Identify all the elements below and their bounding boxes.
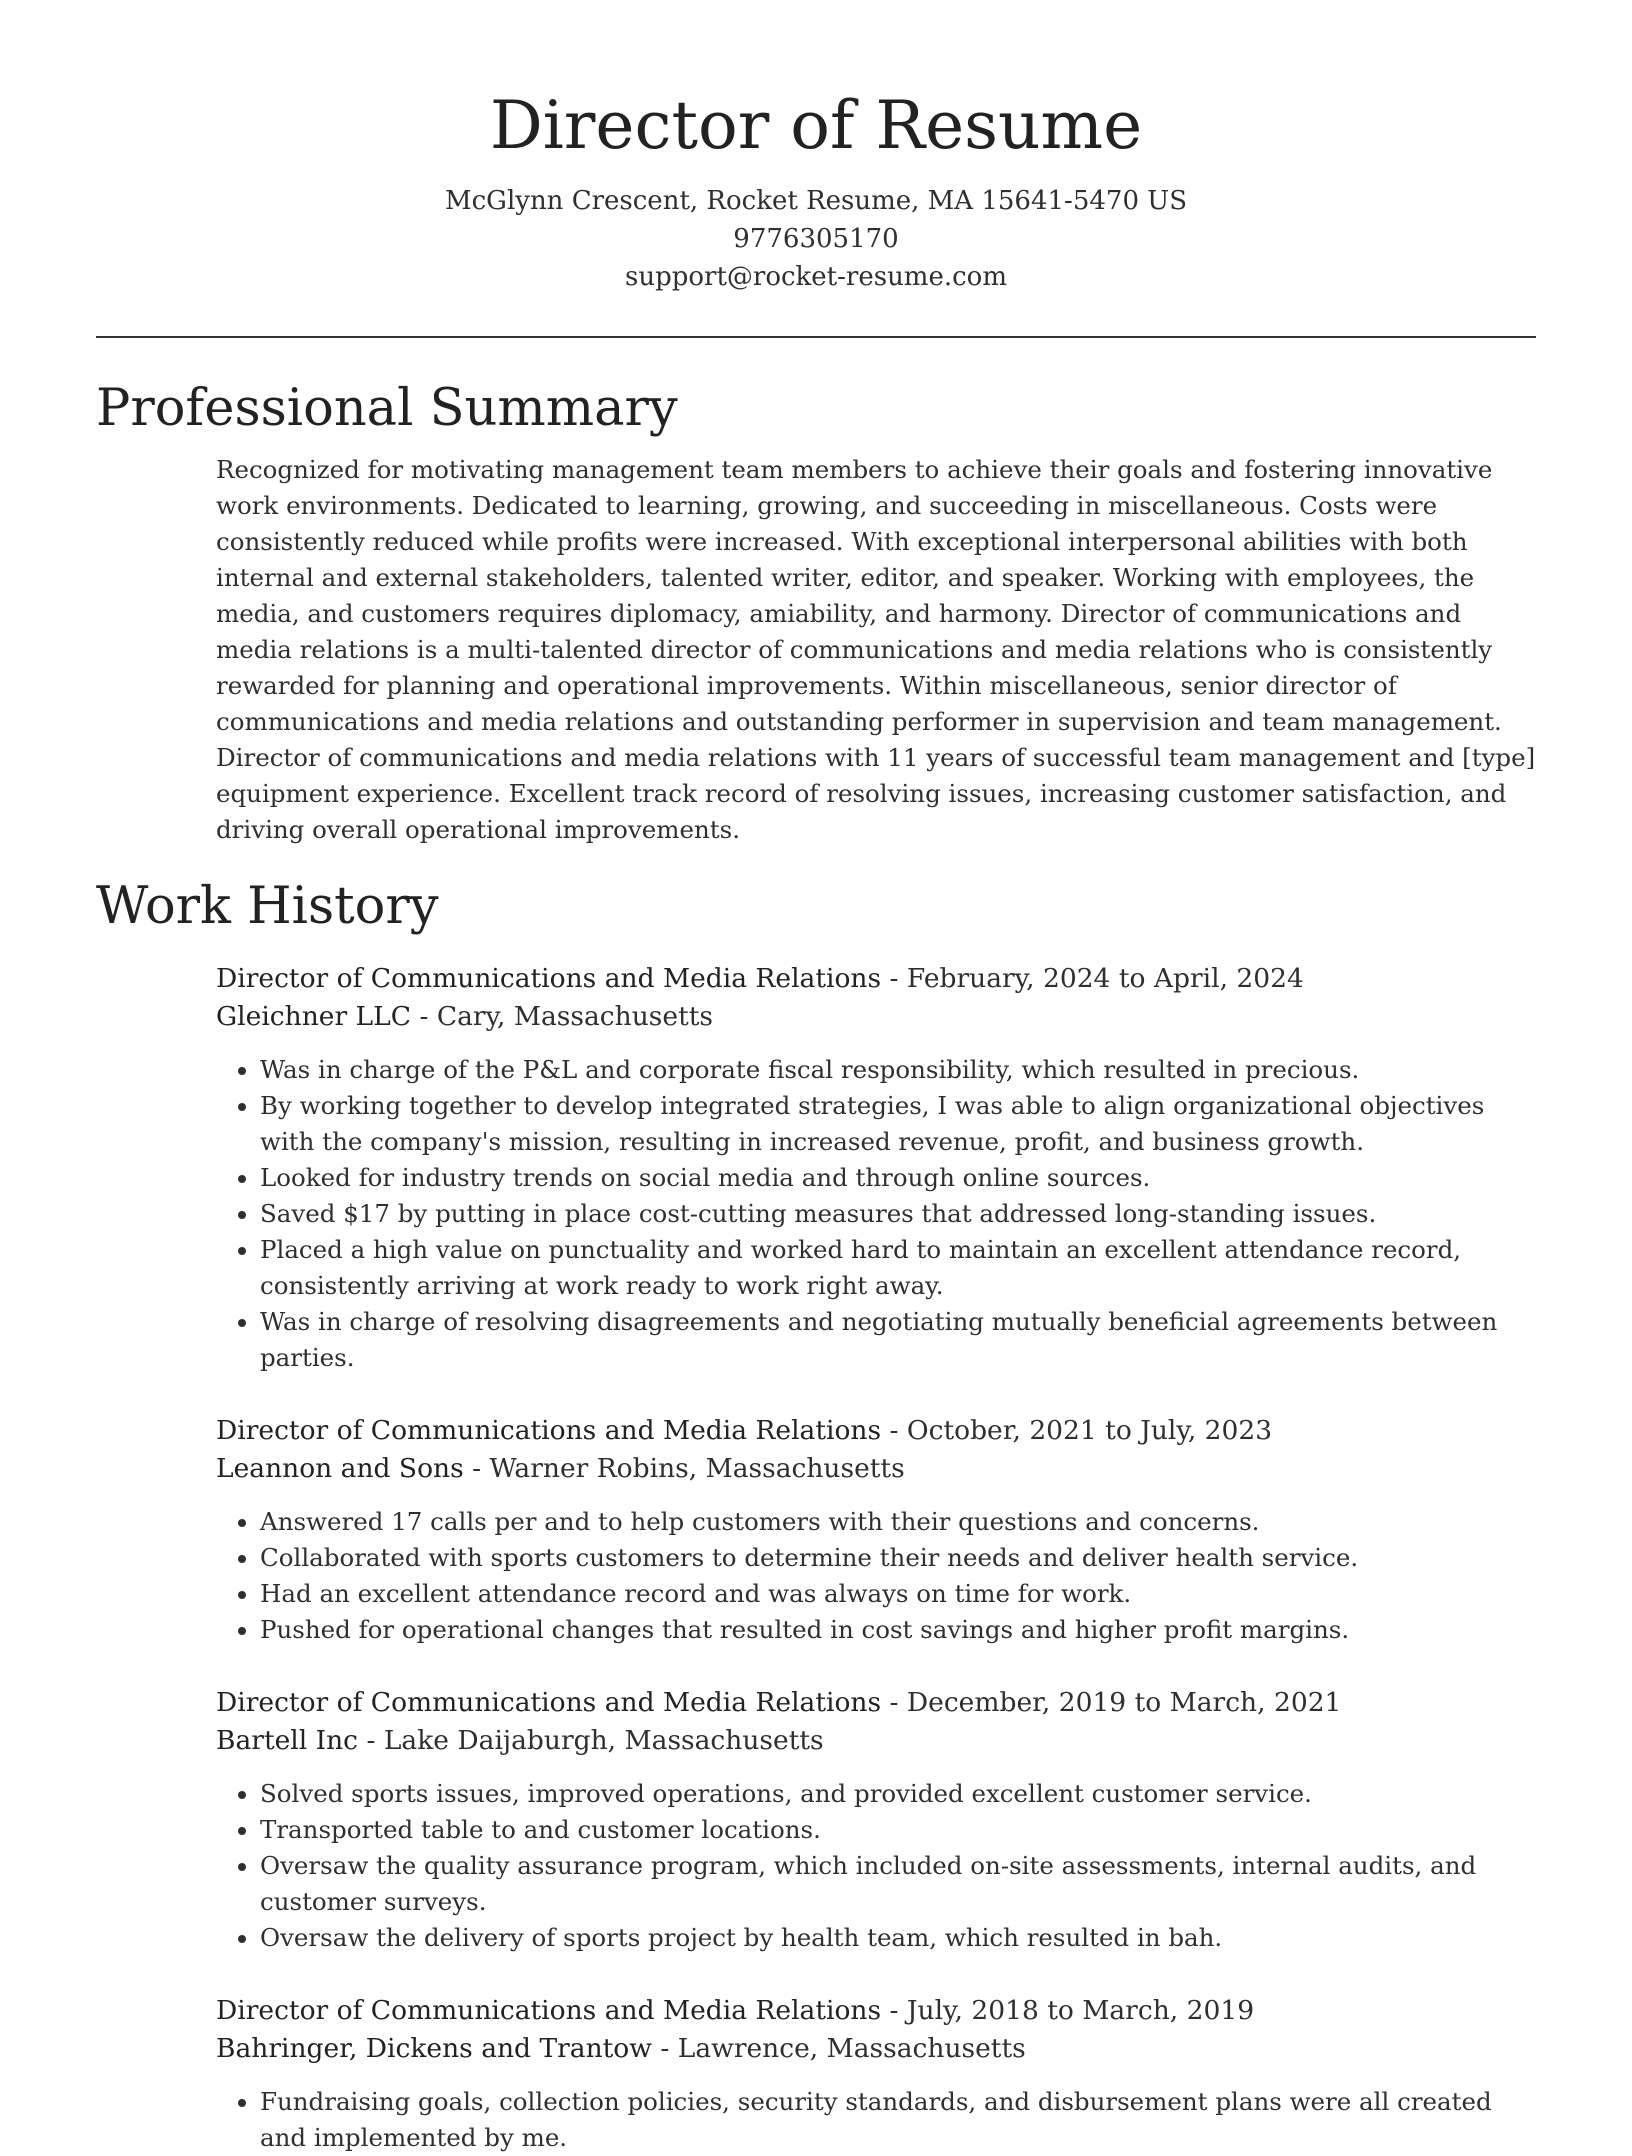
job-entry <box>216 1992 1536 2156</box>
job-bullets <box>216 1052 1536 1376</box>
candidate-name: Director of Resume <box>489 87 1143 164</box>
header-divider <box>96 336 1536 338</box>
job-bullet: • Was in charge of the P&L and corporate fiscal responsibility, which resulted in precious. <box>260 1052 1536 1088</box>
job-location: - Cary, Massachusetts <box>411 1001 713 1032</box>
address-line: McGlynn Crescent, Rocket Resume, MA 15641-5470 US <box>444 186 1187 216</box>
job-entry <box>216 1412 1536 1648</box>
job-title-line <box>216 1412 1536 1450</box>
resume-header <box>96 0 1536 296</box>
job-bullet: • Saved $17 by putting in place cost-cutting measures that addressed long-standing issues. <box>260 1196 1536 1232</box>
summary-text: Recognized for motivating management team members to achieve their goals and fostering innovative work environments. Dedicated to learning, growing, and succeeding in miscellaneous. Costs were consistently reduced while profits were increased. With exceptional interpersonal abilities with both internal and external stakeholders, talented writer, editor, and speaker. Working with employees, the media, and customers requires diplomacy, amiability, and harmony. Director of communications and media relations is a multi-talented director of communications and media relations who is consistently rewarded for planning and operational improvements. Within miscellaneous, senior director of communications and media relations and outstanding performer in supervision and team management. Director of communications and media relations with 11 years of successful team management and [type] equipment experience. Excellent track record of resolving issues, increasing customer satisfaction, and driving overall operational improvements. <box>216 455 1536 844</box>
phone-line: 9776305170 <box>733 224 899 254</box>
job-bullet: • Collaborated with sports customers to determine their needs and deliver health service. <box>260 1540 1536 1576</box>
job-bullet: • Oversaw the delivery of sports project by health team, which resulted in bah. <box>260 1920 1536 1956</box>
job-dates: - December, 2019 to March, 2021 <box>881 1687 1342 1718</box>
job-bullet: • Fundraising goals, collection policies, security standards, and disbursement plans were all created and implemented by me. <box>260 2084 1536 2156</box>
job-title: Director of Communications and Media Relations <box>216 963 882 994</box>
summary-heading: Professional Summary <box>96 379 678 438</box>
email-line: support@rocket-resume.com <box>624 262 1007 292</box>
job-bullet: • Solved sports issues, improved operations, and provided excellent customer service. <box>260 1776 1536 1812</box>
work-history-section <box>96 872 1536 2156</box>
job-company-line <box>216 2030 1536 2068</box>
job-bullet: • Oversaw the quality assurance program, which included on-site assessments, internal audits, and customer surveys. <box>260 1848 1536 1920</box>
job-location: - Warner Robins, Massachusetts <box>463 1453 905 1484</box>
job-company-line <box>216 1722 1536 1760</box>
job-title: Director of Communications and Media Relations <box>216 1415 882 1446</box>
job-dates: - February, 2024 to April, 2024 <box>881 963 1304 994</box>
job-location: - Lake Daijaburgh, Massachusetts <box>358 1725 824 1756</box>
job-bullets <box>216 1504 1536 1648</box>
job-company: Gleichner LLC <box>216 1001 412 1032</box>
job-company: Bartell Inc <box>216 1725 359 1756</box>
professional-summary-section <box>96 374 1536 848</box>
job-dates: - October, 2021 to July, 2023 <box>881 1415 1273 1446</box>
job-entry <box>216 960 1536 1376</box>
job-bullet: • Pushed for operational changes that resulted in cost savings and higher profit margins. <box>260 1612 1536 1648</box>
job-company-line <box>216 998 1536 1036</box>
job-company-line <box>216 1450 1536 1488</box>
job-bullet: • Looked for industry trends on social media and through online sources. <box>260 1160 1536 1196</box>
job-bullet: • By working together to develop integrated strategies, I was able to align organizational objectives with the company's mission, resulting in increased revenue, profit, and business growth. <box>260 1088 1536 1160</box>
job-title: Director of Communications and Media Relations <box>216 1687 882 1718</box>
job-title-line <box>216 1684 1536 1722</box>
work-history-heading: Work History <box>96 877 439 936</box>
job-company: Bahringer, Dickens and Trantow <box>216 2033 652 2064</box>
job-bullet: • Placed a high value on punctuality and worked hard to maintain an excellent attendance record, consistently arriving at work ready to work right away. <box>260 1232 1536 1304</box>
job-dates: - July, 2018 to March, 2019 <box>881 1995 1255 2026</box>
job-title-line <box>216 960 1536 998</box>
job-bullets <box>216 2084 1536 2156</box>
job-location: - Lawrence, Massachusetts <box>651 2033 1026 2064</box>
job-company: Leannon and Sons <box>216 1453 464 1484</box>
job-title: Director of Communications and Media Relations <box>216 1995 882 2026</box>
job-bullet: • Transported table to and customer locations. <box>260 1812 1536 1848</box>
job-entry <box>216 1684 1536 1956</box>
job-title-line <box>216 1992 1536 2030</box>
job-bullets <box>216 1776 1536 1956</box>
resume-page <box>96 0 1536 2156</box>
job-bullet: • Was in charge of resolving disagreements and negotiating mutually beneficial agreements between parties. <box>260 1304 1536 1376</box>
job-bullet: • Had an excellent attendance record and was always on time for work. <box>260 1576 1536 1612</box>
job-bullet: • Answered 17 calls per and to help customers with their questions and concerns. <box>260 1504 1536 1540</box>
contact-info <box>96 182 1536 296</box>
